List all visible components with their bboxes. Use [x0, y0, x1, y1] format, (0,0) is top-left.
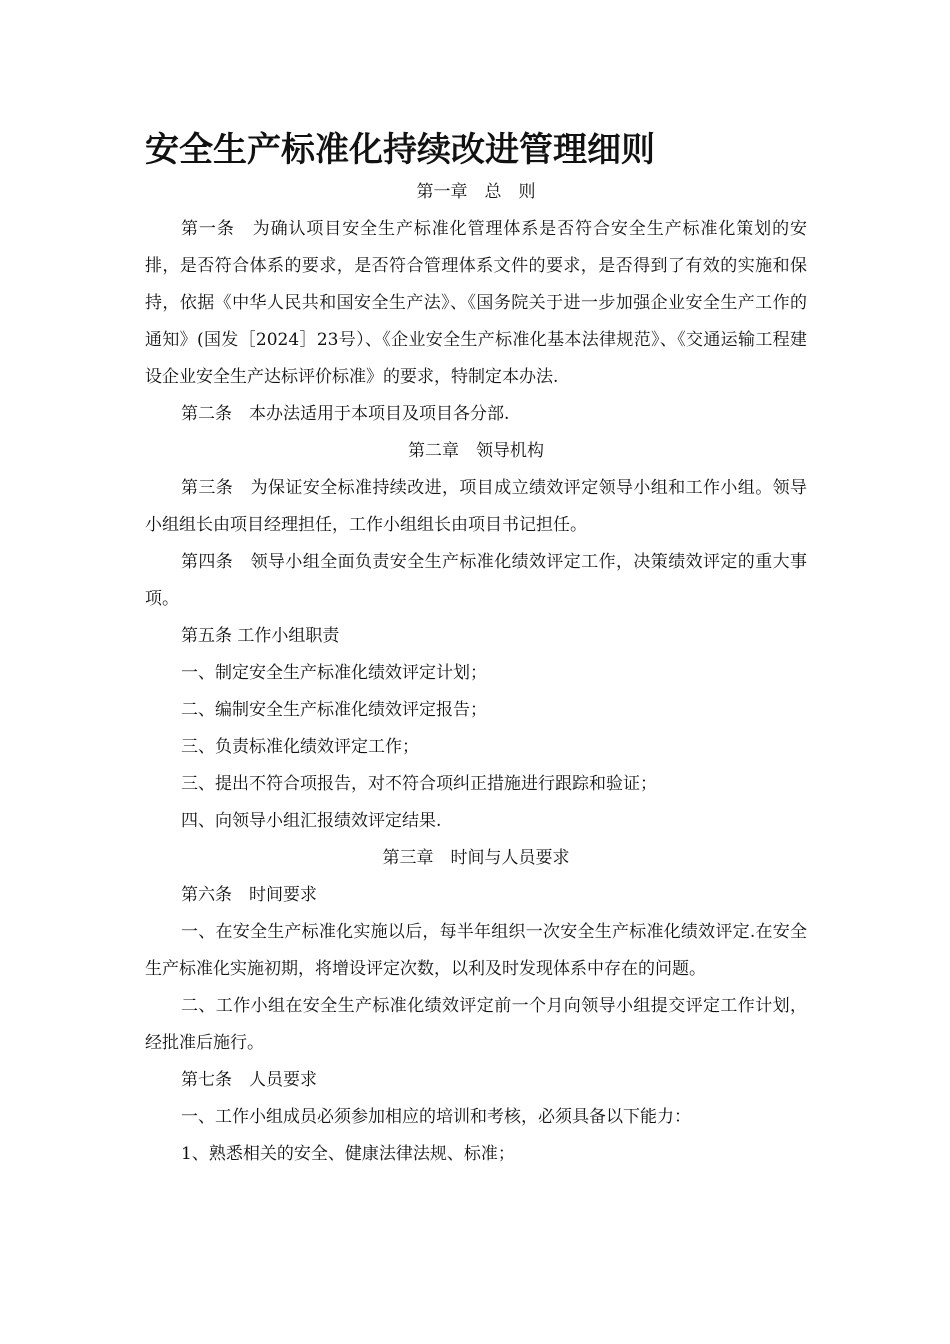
article-2	[145, 396, 807, 433]
article-3-label: 第三条	[181, 478, 251, 498]
article-6-paragraph-1: 一、在安全生产标准化实施以后，每半年组织一次安全生产标准化绩效评定.在安全生产标准化实施初期，将增设评定次数，以利及时发现体系中存在的问题。	[145, 922, 807, 979]
article-5-item: 四、向领导小组汇报绩效评定结果.	[181, 811, 442, 831]
article-2-label: 第二条	[181, 404, 249, 424]
article-1-text: 为确认项目安全生产标准化管理体系是否符合安全生产标准化策划的安排，是否符合体系的要求，是否符合管理体系文件的要求，是否得到了有效的实施和保持，依据《中华人民共和国安全生产法》、《国务院关于进一步加强企业安全生产工作的通知》(国发［2024］23号）、《企业安全生产标准化基本法律规范》、《交通运输工程建设企业安全生产达标评价标准》的要求，特制定本办法.	[145, 219, 808, 387]
article-7-paragraph-1: 一、工作小组成员必须参加相应的培训和考核，必须具备以下能力：	[181, 1107, 691, 1127]
document-title: 安全生产标准化持续改进管理细则	[145, 130, 655, 170]
article-2-text: 本办法适用于本项目及项目各分部.	[249, 404, 510, 424]
article-4	[145, 544, 807, 618]
article-6-paragraph-2: 二、工作小组在安全生产标准化绩效评定前一个月向领导小组提交评定工作计划，经批准后施行。	[145, 996, 807, 1053]
article-5-item: 一、制定安全生产标准化绩效评定计划；	[181, 663, 487, 683]
article-6-heading: 第六条 时间要求	[181, 885, 317, 905]
article-7-item-1: 1、熟悉相关的安全、健康法律法规、标准；	[181, 1144, 515, 1164]
article-4-label: 第四条	[181, 552, 251, 572]
article-3-text: 为保证安全标准持续改进，项目成立绩效评定领导小组和工作小组。领导小组组长由项目经理担任，工作小组组长由项目书记担任。	[145, 478, 808, 535]
article-4-text: 领导小组全面负责安全生产标准化绩效评定工作，决策绩效评定的重大事项。	[145, 552, 808, 609]
chapter-2-heading: 第二章 领导机构	[408, 441, 544, 461]
article-1-label: 第一条	[181, 219, 253, 239]
article-1	[145, 211, 807, 396]
article-5-item: 三、负责标准化绩效评定工作；	[181, 737, 419, 757]
chapter-3-heading: 第三章 时间与人员要求	[382, 848, 570, 868]
article-5-item: 三、提出不符合项报告，对不符合项纠正措施进行跟踪和验证；	[181, 774, 657, 794]
document-page	[145, 128, 807, 1173]
article-7-heading: 第七条 人员要求	[181, 1070, 317, 1090]
article-3	[145, 470, 807, 544]
article-5-heading: 第五条 工作小组职责	[181, 626, 340, 646]
article-5-item: 二、编制安全生产标准化绩效评定报告；	[181, 700, 487, 720]
chapter-1-heading: 第一章 总 则	[416, 182, 536, 202]
